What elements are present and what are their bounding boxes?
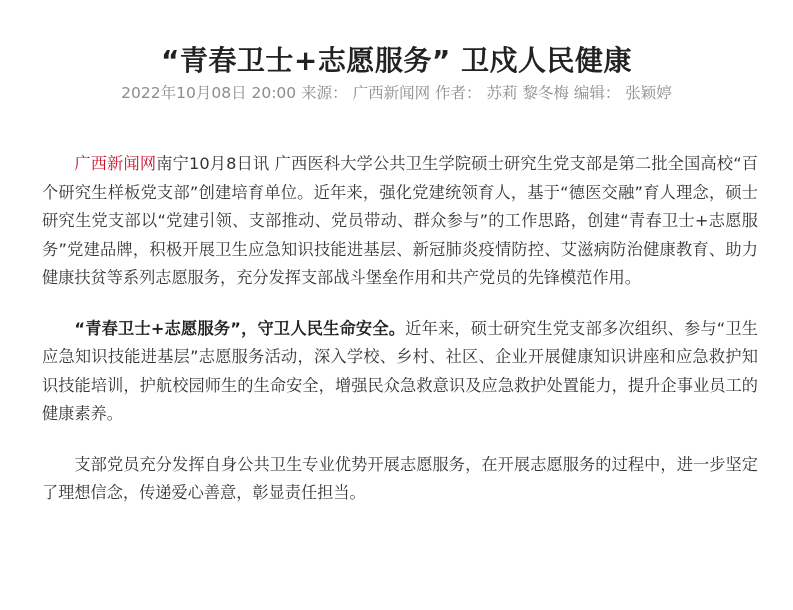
editor-name: 张颖婷 bbox=[625, 84, 672, 102]
publish-datetime: 2022年10月08日 20:00 bbox=[121, 84, 297, 102]
paragraph-2-lead: “青春卫士+志愿服务”，守卫人民生命安全。 bbox=[74, 318, 406, 338]
source-name: 广西新闻网 bbox=[352, 84, 431, 102]
author-names: 苏莉 黎冬梅 bbox=[486, 84, 569, 102]
paragraph-3-text: 支部党员充分发挥自身公共卫生专业优势开展志愿服务，在开展志愿服务的过程中，进一步坚定了理想信念，传递爱心善意，彰显责任担当。 bbox=[42, 454, 758, 502]
source-label: 来源： bbox=[301, 84, 348, 102]
paragraph-2 bbox=[42, 315, 758, 429]
article-body bbox=[42, 150, 758, 530]
article-meta bbox=[0, 81, 793, 105]
author-label: 作者： bbox=[435, 84, 482, 102]
source-link[interactable]: 广西新闻网 bbox=[74, 154, 157, 173]
editor-label: 编辑： bbox=[573, 84, 621, 102]
article-title: “青春卫士+志愿服务” 卫戍人民健康 bbox=[160, 43, 632, 77]
paragraph-2-text: 近年来，硕士研究生党支部多次组织、参与“卫生应急知识技能进基层”志愿服务活动，深入学校、乡村、社区、企业开展健康知识讲座和应急救护知识技能培训，护航校园师生的生命安全，增强民众急救意识及应急救护处置能力，提升企事业员工的健康素养。 bbox=[42, 318, 758, 423]
paragraph-3 bbox=[42, 451, 758, 508]
paragraph-1-text: 南宁10月8日讯 广西医科大学公共卫生学院硕士研究生党支部是第二批全国高校“百个研究生样板党支部”创建培育单位。近年来，强化党建统领育人，基于“德医交融”育人理念，硕士研究生党支部以“党建引领、支部推动、党员带动、群众参与”的工作思路，创建“青春卫士+志愿服务”党建品牌，积极开展卫生应急知识技能进基层、新冠肺炎疫情防控、艾滋病防治健康教育、助力健康扶贫等系列志愿服务，充分发挥支部战斗堡垒作用和共产党员的先锋模范作用。 bbox=[42, 154, 758, 287]
paragraph-1 bbox=[42, 150, 758, 293]
